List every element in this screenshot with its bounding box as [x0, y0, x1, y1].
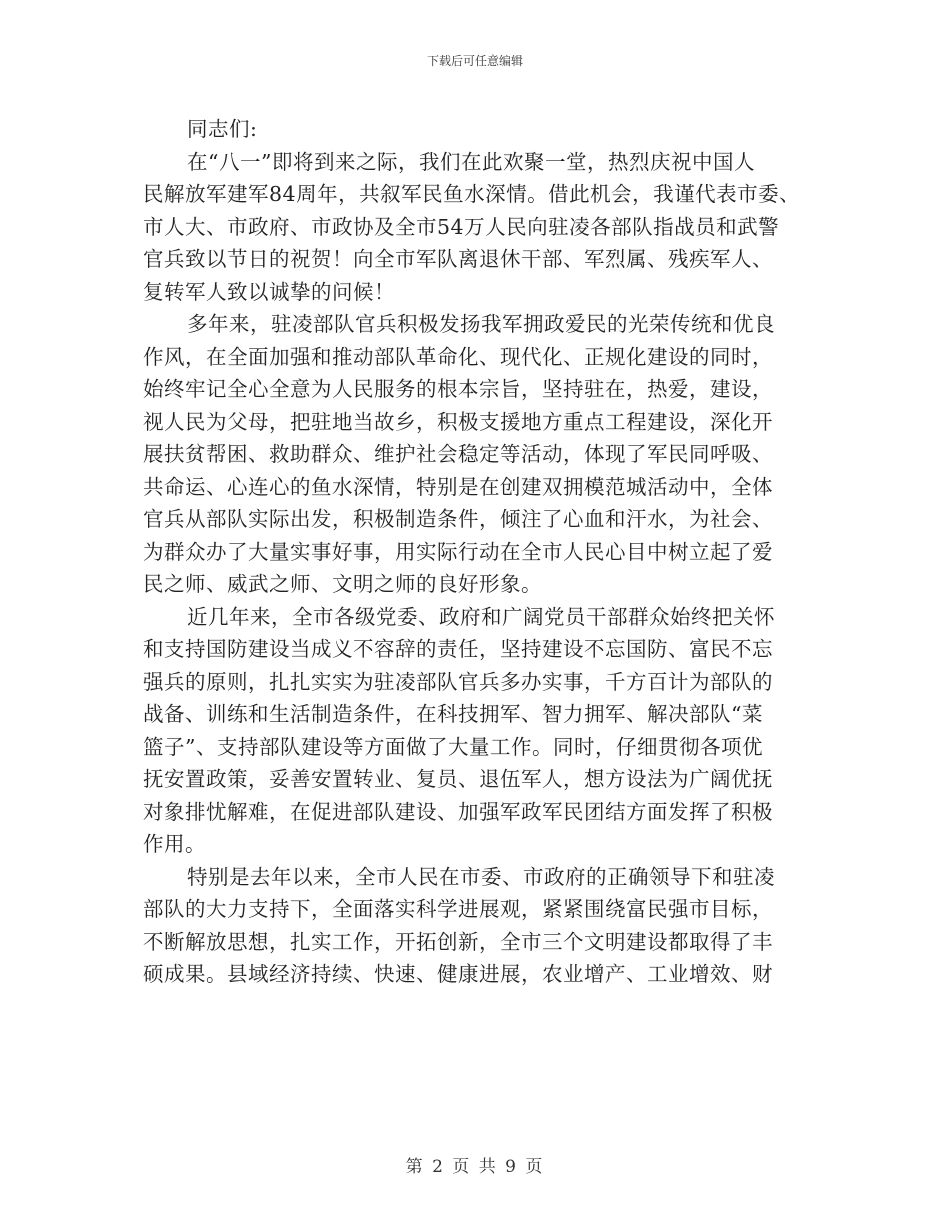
page-number: 第 2 页 共 9 页 [405, 1157, 545, 1177]
text-line: 民之师、威武之师、文明之师的良好形象。 [143, 572, 542, 596]
text-line: 官兵致以节日的祝贺！向全市军队离退休干部、军烈属、残疾军人、 [143, 247, 773, 271]
text-line: 市人大、市政府、市政协及全市54万人民向驻凌各部队指战员和武警 [143, 214, 780, 239]
paragraph-1 [143, 146, 823, 309]
text-line: 多年来，驻凌部队官兵积极发扬我军拥政爱民的光荣传统和优良 [187, 312, 775, 336]
text-line: 强兵的原则，扎扎实实为驻凌部队官兵多办实事，千方百计为部队的 [143, 669, 773, 694]
text-line: 战备、训练和生活制造条件，在科技拥军、智力拥军、解决部队“菜 [143, 702, 763, 726]
page-header: 下载后可任意编辑 [426, 54, 523, 68]
text-line: 展扶贫帮困、救助群众、维护社会稳定等活动，体现了军民同呼吸、 [143, 442, 773, 466]
text-line: 在“八一”即将到来之际，我们在此欢聚一堂，热烈庆祝中国人 [187, 149, 755, 174]
paragraph-2 [143, 308, 823, 601]
text-line: 特别是去年以来，全市人民在市委、市政府的正确领导下和驻凌 [187, 864, 775, 889]
text-line: 近几年来，全市各级党委、政府和广阔党员干部群众始终把关怀 [187, 604, 775, 629]
text-line: 不断解放思想，扎实工作，开拓创新，全市三个文明建设都取得了丰 [143, 929, 773, 954]
document-body [143, 113, 823, 991]
text-line: 始终牢记全心全意为人民服务的根本宗旨，坚持驻在，热爱，建设， [143, 377, 773, 401]
text-line: 篮子”、支持部队建设等方面做了大量工作。同时，仔细贯彻各项优 [143, 734, 763, 759]
text-line: 视人民为父母，把驻地当故乡，积极支援地方重点工程建设，深化开 [143, 409, 773, 434]
text-line: 作风，在全面加强和推动部队革命化、现代化、正规化建设的同时， [143, 344, 773, 369]
paragraph-4 [143, 861, 823, 991]
paragraph-3 [143, 601, 823, 861]
text-line: 抚安置政策，妥善安置转业、复员、退伍军人，想方设法为广阔优抚 [143, 767, 773, 791]
text-line: 官兵从部队实际出发，积极制造条件，倾注了心血和汗水，为社会、 [143, 507, 773, 531]
text-line: 和支持国防建设当成义不容辞的责任，坚持建设不忘国防、富民不忘 [143, 637, 773, 661]
salutation: 同志们: [187, 117, 258, 141]
text-line: 硕成果。县域经济持续、快速、健康进展，农业增产、工业增效、财 [143, 962, 773, 986]
text-line: 为群众办了大量实事好事，用实际行动在全市人民心目中树立起了爱 [143, 539, 773, 564]
text-line: 复转军人致以诚挚的问候！ [143, 279, 395, 304]
text-line: 作用。 [143, 832, 206, 856]
text-line: 民解放军建军84周年，共叙军民鱼水深情。借此机会，我谨代表市委、 [143, 182, 801, 206]
text-line: 共命运、心连心的鱼水深情，特别是在创建双拥模范城活动中，全体 [143, 474, 773, 499]
text-line: 对象排忧解难，在促进部队建设、加强军政军民团结方面发挥了积极 [143, 799, 773, 824]
text-line: 部队的大力支持下，全面落实科学进展观，紧紧围绕富民强市目标， [143, 897, 773, 921]
